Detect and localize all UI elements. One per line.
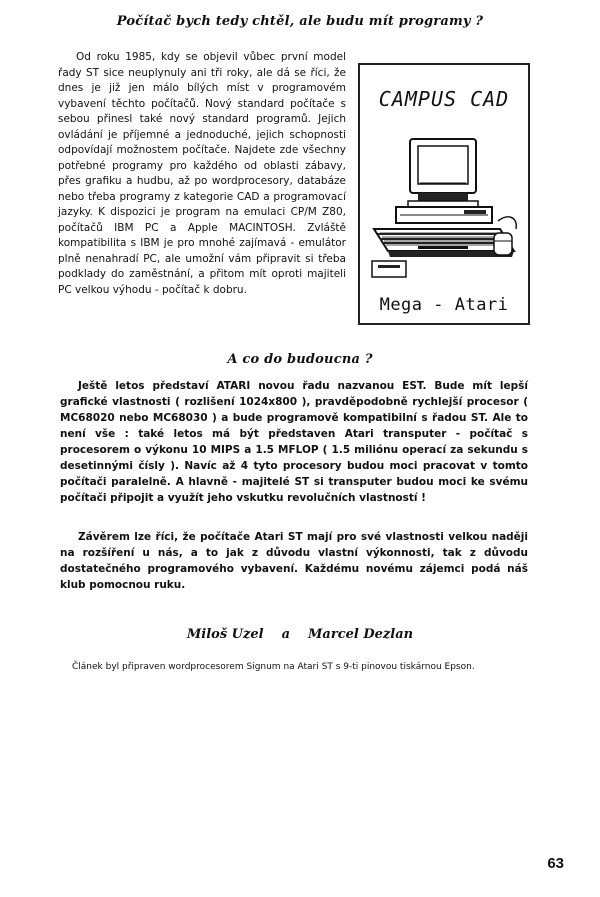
author-signature (0, 627, 600, 642)
page-number: 63 (547, 855, 564, 872)
figure-caption: Mega - Atari (379, 295, 509, 315)
atari-computer-illustration (368, 133, 520, 283)
section-heading-programs: Počítač bych tedy chtěl, ale budu mít programy ? (116, 14, 484, 29)
section-heading-future: A co do budoucna ? (227, 352, 373, 367)
figure-title: CAMPUS CAD (378, 87, 510, 111)
author-1: Miloš Uzel (186, 627, 264, 642)
conclusion-section (60, 529, 528, 593)
intro-paragraph: Od roku 1985, kdy se objevil vůbec první model řady ST sice neuplynuly ani tři roky, ale dá se říci, že dnes je již jen málo bílých míst v programovém vybavení těchto počítačů. Nový standard počítače s sebou přinesl také nový standard programů. Jejich ovládání je příjemné a jednoduché, jejich schopnosti odpovídají možnostem počítače. Najdete zde všechny potřebné programy pro každého od oblasti zábavy, přes grafiku a hudbu, až po wordprocesory, databáze nebo třeba programy z kategorie CAD a programovací jazyky. K dispozici je program na emulaci CP/M Z80, počítačů IBM PC a Apple MACINTOSH. Zvláště kompatibilita s IBM je pro mnohé zajímavá - emulátor plně nenahradí PC, ale umožní vám připravit si třeba podklady do zaměstnání, a přitom mít oproti majiteli PC velkou výhodu - počítač k dobru. (58, 51, 346, 296)
author-2: Marcel Dezlan (308, 627, 414, 642)
campus-cad-figure (358, 63, 530, 325)
footnote-text: Článek byl připraven wordprocesorem Signum na Atari ST s 9-ti pinovou tiskárnou Epson. (72, 662, 475, 672)
future-section (60, 378, 528, 506)
intro-column (58, 50, 346, 298)
signature-conjunction: a (281, 627, 291, 642)
conclusion-paragraph: Závěrem lze říci, že počítače Atari ST mají pro své vlastnosti velkou naději na rozšíření u nás, a to jak z důvodu vlastní výkonnosti, tak z důvodu dostatečného programového vybavení. Každému novému zájemci podá náš klub pomocnou ruku. (60, 531, 528, 591)
future-paragraph: Ještě letos představí ATARI novou řadu nazvanou EST. Bude mít lepší grafické vlastnosti ( rozlišení 1024x800 ), pravděpodobně rychlejší procesor ( MC68020 nebo MC68030 ) a bude programově kompatibilní s řadou ST. Ale to není vše : také letos má být představen Atari transputer - počítač s procesorem o výkonu 10 MIPS a 1.5 MFLOP ( 1.5 miliónu operací za sekundu s desetinnými čísly ). Navíc až 4 tyto procesory budou moci pracovat v tomto počítači paralelně. A hlavně - majitelé ST si transputer budou moci ke svému počítači připojit a využít jeho vskutku revolučních vlastností ! (60, 380, 528, 504)
footnote (60, 660, 530, 675)
